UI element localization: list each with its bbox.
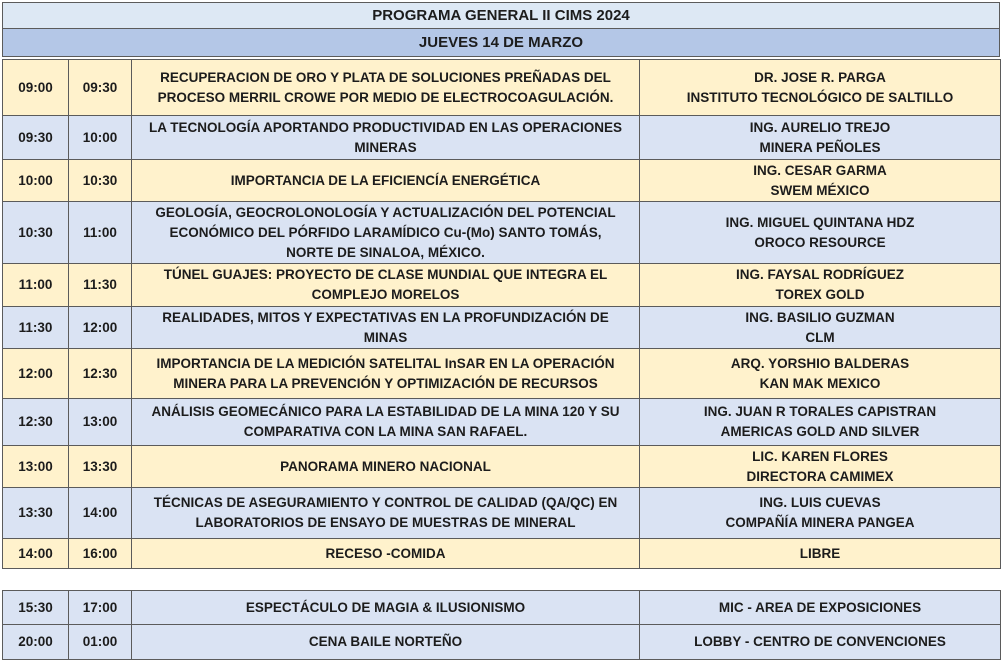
- topic-line: PROCESO MERRIL CROWE POR MEDIO DE ELECTROCOAGULACIÓN.: [157, 89, 614, 105]
- topic-line: IMPORTANCIA DE LA EFICIENCÍA ENERGÉTICA: [230, 172, 541, 188]
- speaker-line: ING. BASILIO GUZMAN: [745, 309, 895, 325]
- start-time: 09:00: [3, 60, 69, 116]
- topic-line: IMPORTANCIA DE LA MEDICIÓN SATELITAL InSAR EN LA OPERACIÓN: [156, 355, 615, 371]
- start-time: 11:30: [3, 307, 69, 349]
- speaker-line: DR. JOSE R. PARGA: [754, 69, 886, 85]
- topic-line: ECONÓMICO DEL PÓRFIDO LARAMÍDICO Cu-(Mo) SANTO TOMÁS,: [169, 224, 602, 240]
- schedule-table: [2, 59, 1001, 569]
- topic-line: TÚNEL GUAJES: PROYECTO DE CLASE MUNDIAL QUE INTEGRA EL: [163, 267, 608, 282]
- end-time: 10:30: [69, 160, 132, 202]
- end-time: 14:00: [69, 488, 132, 539]
- topic-line: LA TECNOLOGÍA APORTANDO PRODUCTIVIDAD EN LAS OPERACIONES: [148, 119, 622, 135]
- start-time: 13:30: [3, 488, 69, 539]
- speaker-line: DIRECTORA CAMIMEX: [746, 468, 894, 484]
- schedule-row: [3, 60, 1001, 116]
- session-topic: [132, 446, 640, 488]
- end-time: 16:00: [69, 539, 132, 569]
- topic-line: PANORAMA MINERO NACIONAL: [280, 458, 491, 474]
- end-time: 12:00: [69, 307, 132, 349]
- schedule-row: [3, 160, 1001, 202]
- speaker-line: ING. AURELIO TREJO: [749, 119, 891, 135]
- topic-line: RECUPERACION DE ORO Y PLATA DE SOLUCIONES PREÑADAS DEL: [160, 69, 611, 85]
- speaker-line: ING. FAYSAL RODRÍGUEZ: [735, 267, 905, 282]
- topic-line: LABORATORIOS DE ENSAYO DE MUESTRAS DE MINERAL: [195, 515, 576, 530]
- speaker-line: ARQ. YORSHIO BALDERAS: [730, 355, 910, 371]
- session-topic: [132, 591, 640, 625]
- session-topic: [132, 264, 640, 307]
- speaker-info: [640, 488, 1001, 539]
- program-title: PROGRAMA GENERAL II CIMS 2024: [2, 2, 1000, 29]
- session-topic: [132, 539, 640, 569]
- start-time: 13:00: [3, 446, 69, 488]
- end-time: 10:00: [69, 116, 132, 160]
- schedule-row: [3, 307, 1001, 349]
- schedule-row: [3, 202, 1001, 264]
- schedule-row: [3, 539, 1001, 569]
- topic-line: GEOLOGÍA, GEOCROLONOLOGÍA Y ACTUALIZACIÓN DEL POTENCIAL: [155, 204, 616, 220]
- speaker-info: [640, 399, 1001, 446]
- schedule-row: [3, 488, 1001, 539]
- start-time: 11:00: [3, 264, 69, 307]
- session-topic: [132, 160, 640, 202]
- topic-line: MINERAS: [354, 139, 417, 155]
- speaker-line: MIC - AREA DE EXPOSICIONES: [718, 599, 922, 615]
- topic-line: ESPECTÁCULO DE MAGIA & ILUSIONISMO: [245, 599, 526, 615]
- session-topic: [132, 307, 640, 349]
- schedule-row: [3, 116, 1001, 160]
- schedule-row: [3, 446, 1001, 488]
- speaker-line: LOBBY - CENTRO DE CONVENCIONES: [694, 634, 946, 649]
- schedule-row: [3, 591, 1001, 625]
- schedule-row: [3, 625, 1001, 660]
- topic-line: ANÁLISIS GEOMECÁNICO PARA LA ESTABILIDAD DE LA MINA 120 Y SU: [151, 404, 620, 419]
- end-time: 11:00: [69, 202, 132, 264]
- topic-line: REALIDADES, MITOS Y EXPECTATIVAS EN LA PROFUNDIZACIÓN DE: [162, 309, 609, 325]
- session-topic: [132, 399, 640, 446]
- topic-line: NORTE DE SINALOA, MÉXICO.: [286, 244, 485, 260]
- topic-line: MINERA PARA LA PREVENCIÓN Y OPTIMIZACIÓN DE RECURSOS: [173, 375, 598, 391]
- start-time: 10:00: [3, 160, 69, 202]
- speaker-info: [640, 446, 1001, 488]
- speaker-line: ING. LUIS CUEVAS: [759, 495, 881, 510]
- end-time: 17:00: [69, 591, 132, 625]
- topic-line: COMPLEJO MORELOS: [311, 287, 460, 302]
- schedule-row: [3, 349, 1001, 399]
- speaker-line: LIBRE: [799, 545, 841, 561]
- speaker-info: [640, 60, 1001, 116]
- speaker-line: KAN MAK MEXICO: [759, 375, 881, 391]
- speaker-info: [640, 116, 1001, 160]
- speaker-line: COMPAÑÍA MINERA PANGEA: [725, 515, 915, 530]
- speaker-line: ING. CESAR GARMA: [753, 162, 887, 178]
- speaker-line: LIC. KAREN FLORES: [752, 448, 888, 464]
- start-time: 14:00: [3, 539, 69, 569]
- speaker-line: CLM: [805, 329, 835, 345]
- end-time: 09:30: [69, 60, 132, 116]
- evening-schedule-table: [2, 590, 1001, 660]
- speaker-info: [640, 307, 1001, 349]
- start-time: 10:30: [3, 202, 69, 264]
- topic-line: CENA BAILE NORTEÑO: [308, 634, 463, 649]
- start-time: 12:30: [3, 399, 69, 446]
- session-topic: [132, 488, 640, 539]
- end-time: 12:30: [69, 349, 132, 399]
- topic-line: COMPARATIVA CON LA MINA SAN RAFAEL.: [243, 424, 528, 439]
- speaker-line: INSTITUTO TECNOLÓGICO DE SALTILLO: [686, 89, 954, 105]
- topic-line: TÉCNICAS DE ASEGURAMIENTO Y CONTROL DE CALIDAD (QA/QC) EN: [153, 495, 618, 510]
- session-topic: [132, 60, 640, 116]
- day-header: JUEVES 14 DE MARZO: [2, 29, 1000, 57]
- speaker-line: MINERA PEÑOLES: [759, 139, 881, 155]
- start-time: 12:00: [3, 349, 69, 399]
- start-time: 20:00: [3, 625, 69, 660]
- speaker-info: [640, 160, 1001, 202]
- session-topic: [132, 625, 640, 660]
- speaker-line: AMERICAS GOLD AND SILVER: [720, 424, 920, 439]
- speaker-info: [640, 202, 1001, 264]
- speaker-info: [640, 591, 1001, 625]
- end-time: 11:30: [69, 264, 132, 307]
- speaker-info: [640, 625, 1001, 660]
- end-time: 13:00: [69, 399, 132, 446]
- speaker-line: ING. JUAN R TORALES CAPISTRAN: [703, 404, 937, 419]
- speaker-info: [640, 264, 1001, 307]
- speaker-line: OROCO RESOURCE: [754, 234, 886, 250]
- start-time: 09:30: [3, 116, 69, 160]
- schedule-row: [3, 264, 1001, 307]
- schedule-row: [3, 399, 1001, 446]
- session-topic: [132, 116, 640, 160]
- session-topic: [132, 349, 640, 399]
- speaker-info: [640, 539, 1001, 569]
- speaker-line: TOREX GOLD: [775, 287, 865, 302]
- session-topic: [132, 202, 640, 264]
- start-time: 15:30: [3, 591, 69, 625]
- speaker-info: [640, 349, 1001, 399]
- topic-line: MINAS: [363, 329, 408, 345]
- speaker-line: SWEM MÉXICO: [770, 182, 870, 198]
- end-time: 01:00: [69, 625, 132, 660]
- topic-line: RECESO -COMIDA: [325, 545, 446, 561]
- speaker-line: ING. MIGUEL QUINTANA HDZ: [725, 214, 915, 230]
- end-time: 13:30: [69, 446, 132, 488]
